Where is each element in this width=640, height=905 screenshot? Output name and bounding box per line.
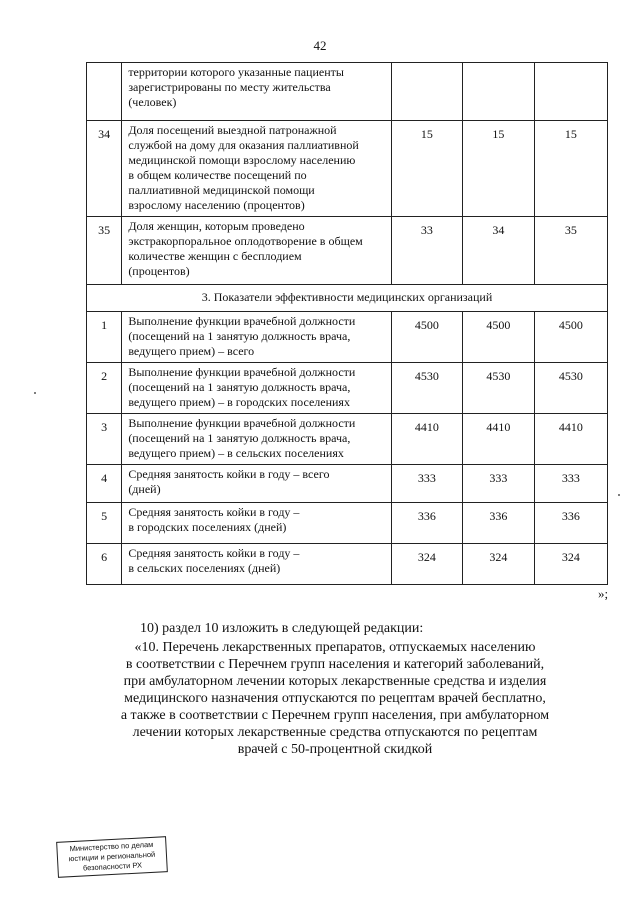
value-year-3: 336 xyxy=(534,503,607,544)
indicator-name-line: в общем количестве посещений по xyxy=(128,168,307,182)
value-year-3: 15 xyxy=(534,121,607,217)
value-year-2: 34 xyxy=(463,217,534,285)
row-number: 1 xyxy=(87,312,122,363)
table-row xyxy=(87,465,608,503)
value-year-1: 336 xyxy=(391,503,462,544)
table-row xyxy=(87,217,608,285)
stamp-line: юстиции и региональной xyxy=(68,849,156,864)
value-year-2 xyxy=(463,63,534,121)
value-year-1: 4530 xyxy=(391,363,462,414)
indicator-name-line: (человек) xyxy=(128,95,177,109)
value-year-2: 336 xyxy=(463,503,534,544)
value-year-1: 324 xyxy=(391,544,462,585)
value-year-3: 35 xyxy=(534,217,607,285)
value-year-3: 324 xyxy=(534,544,607,585)
indicator-name-line: Выполнение функции врачебной должности xyxy=(128,365,356,379)
indicator-name-line: взрослому населению (процентов) xyxy=(128,198,305,212)
value-year-1: 4500 xyxy=(391,312,462,363)
indicator-name-line: Выполнение функции врачебной должности xyxy=(128,314,356,328)
value-year-2: 4410 xyxy=(463,414,534,465)
indicator-name-line: Доля посещений выездной патронажной xyxy=(128,123,337,137)
value-year-2: 324 xyxy=(463,544,534,585)
page-number: 42 xyxy=(313,38,327,53)
row-number: 35 xyxy=(87,217,122,285)
indicator-name xyxy=(122,544,391,585)
value-year-3: 333 xyxy=(534,465,607,503)
value-year-1: 33 xyxy=(391,217,462,285)
heading-line: в соответствии с Перечнем групп населения и категорий заболеваний, xyxy=(125,657,545,672)
indicators-table xyxy=(86,62,608,585)
indicator-name xyxy=(122,503,391,544)
value-year-3: 4410 xyxy=(534,414,607,465)
indicator-name-line: медицинской помощи взрослому населению xyxy=(128,153,356,167)
indicator-name xyxy=(122,312,391,363)
indicator-name-line: (процентов) xyxy=(128,264,190,278)
indicator-name xyxy=(122,414,391,465)
indicator-name xyxy=(122,363,391,414)
indicator-name-line: службой на дому для оказания паллиативной xyxy=(128,138,359,152)
value-year-3: 4530 xyxy=(534,363,607,414)
indicator-name-line: Выполнение функции врачебной должности xyxy=(128,416,356,430)
indicator-name-line: ведущего прием) – в сельских поселениях xyxy=(128,446,344,460)
indicator-name-line: (посещений на 1 занятую должность врача, xyxy=(128,329,351,343)
row-number: 4 xyxy=(87,465,122,503)
heading-line: врачей с 50-процентной скидкой xyxy=(237,742,433,757)
table-row xyxy=(87,503,608,544)
indicator-name-line: территории которого указанные пациенты xyxy=(128,65,344,79)
amendment-instruction: 10) раздел 10 изложить в следующей редакции: xyxy=(140,621,424,636)
value-year-1: 15 xyxy=(391,121,462,217)
scan-speck xyxy=(618,494,620,496)
table-row xyxy=(87,312,608,363)
indicator-name-line: Средняя занятость койки в году – всего xyxy=(128,467,330,481)
table-row xyxy=(87,414,608,465)
row-number xyxy=(87,63,122,121)
row-number: 2 xyxy=(87,363,122,414)
value-year-1: 333 xyxy=(391,465,462,503)
closing-quote: »; xyxy=(598,586,609,601)
value-year-2: 333 xyxy=(463,465,534,503)
value-year-3: 4500 xyxy=(534,312,607,363)
indicator-name-line: в городских поселениях (дней) xyxy=(128,520,287,534)
row-number: 34 xyxy=(87,121,122,217)
table-row xyxy=(87,63,608,121)
table-row xyxy=(87,121,608,217)
heading-line: «10. Перечень лекарственных препаратов, отпускаемых населению xyxy=(134,640,536,655)
table-row xyxy=(87,363,608,414)
indicator-name-line: Средняя занятость койки в году – xyxy=(128,505,300,519)
stamp-line: Министерство по делам xyxy=(69,839,154,854)
indicator-name-line: в сельских поселениях (дней) xyxy=(128,561,281,575)
value-year-1: 4410 xyxy=(391,414,462,465)
value-year-2: 4530 xyxy=(463,363,534,414)
indicator-name xyxy=(122,63,391,121)
row-number: 5 xyxy=(87,503,122,544)
indicator-name-line: (дней) xyxy=(128,482,161,496)
heading-line: медицинского назначения отпускаются по рецептам врачей бесплатно, xyxy=(124,691,546,706)
indicator-name xyxy=(122,121,391,217)
heading-line: при амбулаторном лечении которых лекарственные средства и изделия xyxy=(123,674,547,689)
section-heading xyxy=(110,639,560,758)
value-year-2: 15 xyxy=(463,121,534,217)
section-header: 3. Показатели эффективности медицинских организаций xyxy=(87,285,608,312)
value-year-3 xyxy=(534,63,607,121)
value-year-2: 4500 xyxy=(463,312,534,363)
indicator-name-line: Средняя занятость койки в году – xyxy=(128,546,300,560)
heading-line: а также в соответствии с Перечнем групп населения, при амбулаторном xyxy=(120,708,550,723)
stamp-line: безопасности РХ xyxy=(82,860,143,873)
table-row xyxy=(87,544,608,585)
row-number: 6 xyxy=(87,544,122,585)
indicator-name-line: ведущего прием) – в городских поселениях xyxy=(128,395,350,409)
indicator-name xyxy=(122,217,391,285)
indicator-name-line: экстракорпоральное оплодотворение в общем xyxy=(128,234,363,248)
row-number: 3 xyxy=(87,414,122,465)
ministry-stamp xyxy=(56,836,168,878)
indicator-name-line: зарегистрированы по месту жительства xyxy=(128,80,331,94)
scan-speck xyxy=(34,392,36,394)
table-body xyxy=(87,63,608,585)
heading-line: лечении которых лекарственные средства отпускаются по рецептам xyxy=(132,725,538,740)
indicator-name-line: (посещений на 1 занятую должность врача, xyxy=(128,380,351,394)
section-header-row xyxy=(87,285,608,312)
indicator-name-line: Доля женщин, которым проведено xyxy=(128,219,305,233)
indicator-name-line: (посещений на 1 занятую должность врача, xyxy=(128,431,351,445)
indicator-name-line: паллиативной медицинской помощи xyxy=(128,183,315,197)
value-year-1 xyxy=(391,63,462,121)
indicator-name-line: количестве женщин с бесплодием xyxy=(128,249,302,263)
indicator-name xyxy=(122,465,391,503)
indicator-name-line: ведущего прием) – всего xyxy=(128,344,255,358)
